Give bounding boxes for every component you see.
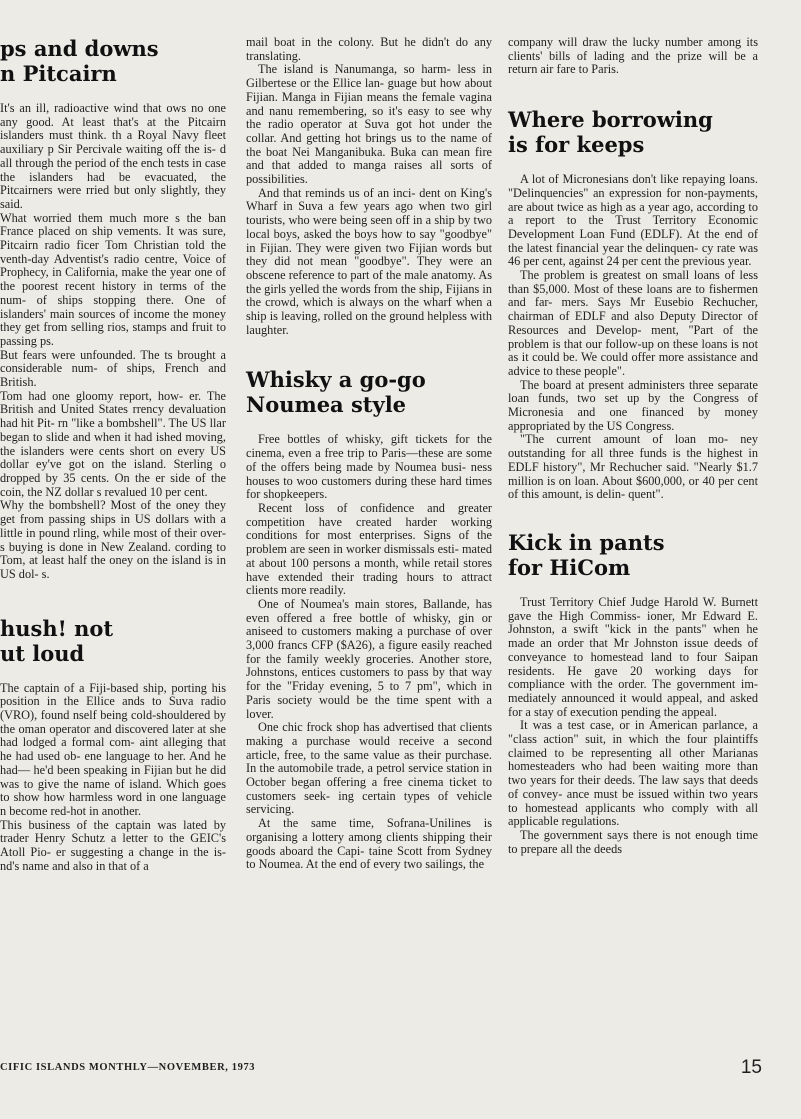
headline-borrowing <box>508 107 758 157</box>
paragraph: A lot of Micronesians don't like repaying loans. "Delinquencies" an expression for non-payments, are about twice as high as a year ago, according to a report to the Trust Territory Economic Development Loan Fund (EDLF). At the end of the latest financial year the delinquen- cy rate was 46 per cent, against 24 per cent the previous year. <box>508 172 758 269</box>
headline-line: Noumea style <box>246 392 407 418</box>
paragraph: The island is Nanumanga, so harm- less in Gilbertese or the Ellice lan- guage but how about Fijian. Manga in Fijian means the female vagina and nanu remembering, so it's easy to see why the radio operator at Suva got hot under the collar. And getting hot brings us to the name of the boat Nei Manganibuka. Buka can mean fire and that added to manga raises all sorts of possibilities. <box>246 62 492 187</box>
story-hush <box>0 616 226 874</box>
headline-pitcairn <box>0 36 226 86</box>
headline-kick <box>508 530 758 580</box>
headline-whisky <box>246 367 492 417</box>
headline-line: n Pitcairn <box>0 61 117 86</box>
story-hush-continued <box>246 36 492 337</box>
paragraph: Tom had one gloomy report, how- er. The British and United States rrency devaluation had hit Pit- rn "like a bombshell". The US llar began to slide and when it had ished moving, the islanders were cents short on every US dollar ey've got on the island. Sterling o dropped by 35 cents. On the er side of the coin, the NZ dollar s revalued 10 per cent. <box>0 388 226 499</box>
story-divider <box>508 77 758 107</box>
headline-line: Whisky a go-go <box>246 367 426 393</box>
story-body <box>508 36 758 77</box>
story-body <box>0 682 226 874</box>
story-body <box>246 36 492 337</box>
story-whisky <box>246 367 492 872</box>
headline-line: ps and downs <box>0 36 159 61</box>
headline-line: Where borrowing <box>508 107 713 133</box>
paragraph: Recent loss of confidence and greater competition have created harder working conditions for most enterprises. Signs of the problem are seen in worker dismissals esti- mated at about 100 persons a month, while retail stores have extended their trading hours to attract clients more readily. <box>246 500 492 598</box>
story-divider <box>508 502 758 530</box>
story-body <box>508 596 758 856</box>
paragraph: The government says there is not enough time to prepare all the deeds <box>508 827 758 856</box>
page-footer <box>0 1057 780 1080</box>
story-pitcairn <box>0 36 226 582</box>
headline-line: for HiCom <box>508 554 631 580</box>
paragraph: It's an ill, radioactive wind that ows no one any good. At least that's at the Pitcairn islanders must think. th a Royal Navy fleet auxiliary p Sir Percivale waiting off the is- d all through the period of the ench tests in case the islanders had be evacuated, the Pitcairners were rried but only slightly, they said. <box>0 101 226 211</box>
story-borrowing <box>508 107 758 502</box>
paragraph: But fears were unfounded. The ts brought a considerable num- of ships, French and British. <box>0 347 226 390</box>
paragraph: Trust Territory Chief Judge Harold W. Burnett gave the High Commiss- ioner, Mr Edward E. Johnston, a swift "kick in the pants" when he made an order that Mr Johnston issue deeds of conveyance to homestead land to four Saipan residents. He gave 20 working days for compliance with the order. The government im- mediately announced it would appeal, and asked for a stay of execution pending the appeal. <box>508 594 758 719</box>
paragraph: "The current amount of loan mo- ney outstanding for all three funds is the highest in EDLF history", Mr Rechucher said. "Nearly $1.7 million is on loan. About $600,000, or 40 per cent of this amount, is delin- quent". <box>508 432 758 502</box>
story-kick <box>508 530 758 856</box>
story-body <box>0 102 226 582</box>
column-2 <box>246 36 492 872</box>
column-3 <box>508 36 758 856</box>
paragraph: Why the bombshell? Most of the oney they get from passing ships in US dollars with a little in pound rling, while most of their over- s buying is done in New Zealand. cording to Tom, at least half the oney on the island is in US dol- s. <box>0 498 226 581</box>
headline-line: hush! not <box>0 615 114 641</box>
page-number: 15 <box>740 1057 762 1078</box>
paragraph: Free bottles of whisky, gift tickets for the cinema, even a free trip to Paris—these are some of the offers being made by Noumea busi- ness houses to woo customers during these hard times for shopkeepers. <box>246 432 492 502</box>
paragraph: One of Noumea's main stores, Ballande, has even offered a free bottle of whisky, gin or aniseed to customers making a purchase of over 3,000 francs CFP ($A26), a figure easily reached for the family weekly groceries. Another store, Johnstons, entices customers to pass by that way for the "Friday evening, 5 to 7 pm", which in Paris society would be the time spent with a lover. <box>246 596 492 721</box>
headline-hush <box>0 616 226 666</box>
paragraph: It was a test case, or in American parlance, a "class action" suit, in which the four plaintiffs claimed to be representing all other Marianas homesteaders who had been waiting more than two years for their deeds. The law says that deeds of convey- ance must be issued within two years to homestead applicants who comply with all applicable regulations. <box>508 718 758 829</box>
story-body <box>508 173 758 502</box>
paragraph: This business of the captain was lated by trader Henry Schutz a letter to the GEIC's Atoll Pio- er suggesting a change in the is- nd's name and also in that of a <box>0 817 226 873</box>
paragraph: company will draw the lucky number among its clients' bills of lading and the prize will be a return air fare to Paris. <box>508 35 758 77</box>
story-whisky-continued <box>508 36 758 77</box>
paragraph: What worried them much more s the ban France placed on ship vements. It was sure, Pitcairn radio ficer Tom Christian told the venth-day Adventist's radio centre, Voice of Prophecy, in California, make the year one of the poorest recent history in terms of the num- of ships stopping there. One of islanders' main sources of income the money they get from selling rios, stamps and fruit to passing ps. <box>0 210 226 348</box>
paragraph: At the same time, Sofrana-Unilines is organising a lottery among clients shipping their goods aboard the Capi- taine Scott from Sydney to Noumea. At the end of every two sailings, the <box>246 816 492 872</box>
headline-line: Kick in pants <box>508 529 665 555</box>
story-divider <box>246 337 492 367</box>
story-divider <box>0 582 226 616</box>
paragraph: The problem is greatest on small loans of less than $5,000. Most of these loans are to fishermen and far- mers. Says Mr Eusebio Rechucher, chairman of EDLF and also Deputy Director of Resources and Develop- ment, "Part of the problem is that our follow-up on these loans is not as it could be. We could offer more assistance and advice to these people". <box>508 268 758 378</box>
paragraph: mail boat in the colony. But he didn't do any translating. <box>246 35 492 63</box>
paragraph: The captain of a Fiji-based ship, porting his position in the Ellice ands to Suva radio (VRO), found nself being cold-shouldered by the oman operator and discovered later at she had lodged a formal com- aint alleging that he had used ob- ene language to her. And he had— he'd been speaking in Fijian but he did was to give the name of island. Which goes to show how harmless word in one language n become red-hot in another. <box>0 680 226 818</box>
headline-line: is for keeps <box>508 132 645 158</box>
paragraph: The board at present administers three separate loan funds, two set up by the Congress of Micronesia and one financed by money appropriated by the US Congress. <box>508 377 758 433</box>
paragraph: One chic frock shop has advertised that clients making a purchase would receive a second article, free, to the same value as their purchase. In the automobile trade, a petrol service station in October began offering a free cinema ticket to customers seek- ing certain types of vehicle servicing. <box>246 720 492 817</box>
headline-line: ut loud <box>0 640 85 666</box>
column-1 <box>0 36 226 873</box>
paragraph: And that reminds us of an inci- dent on King's Wharf in Suva a few years ago when two girl tourists, who were being seen off in a ship by two local boys, asked the boys how to say "goodbye" in Fijian. They were given two Fijian words but they did not mean "goodbye". They were an obscene reference to part of the male anatomy. As the girls yelled the words from the ship, Fijians in the crowd, which is always on the wharf when a ship is leaving, rolled on the ground helpless with laughter. <box>246 185 492 337</box>
publication-line: CIFIC ISLANDS MONTHLY—NOVEMBER, 1973 <box>0 1062 256 1073</box>
story-body <box>246 433 492 872</box>
